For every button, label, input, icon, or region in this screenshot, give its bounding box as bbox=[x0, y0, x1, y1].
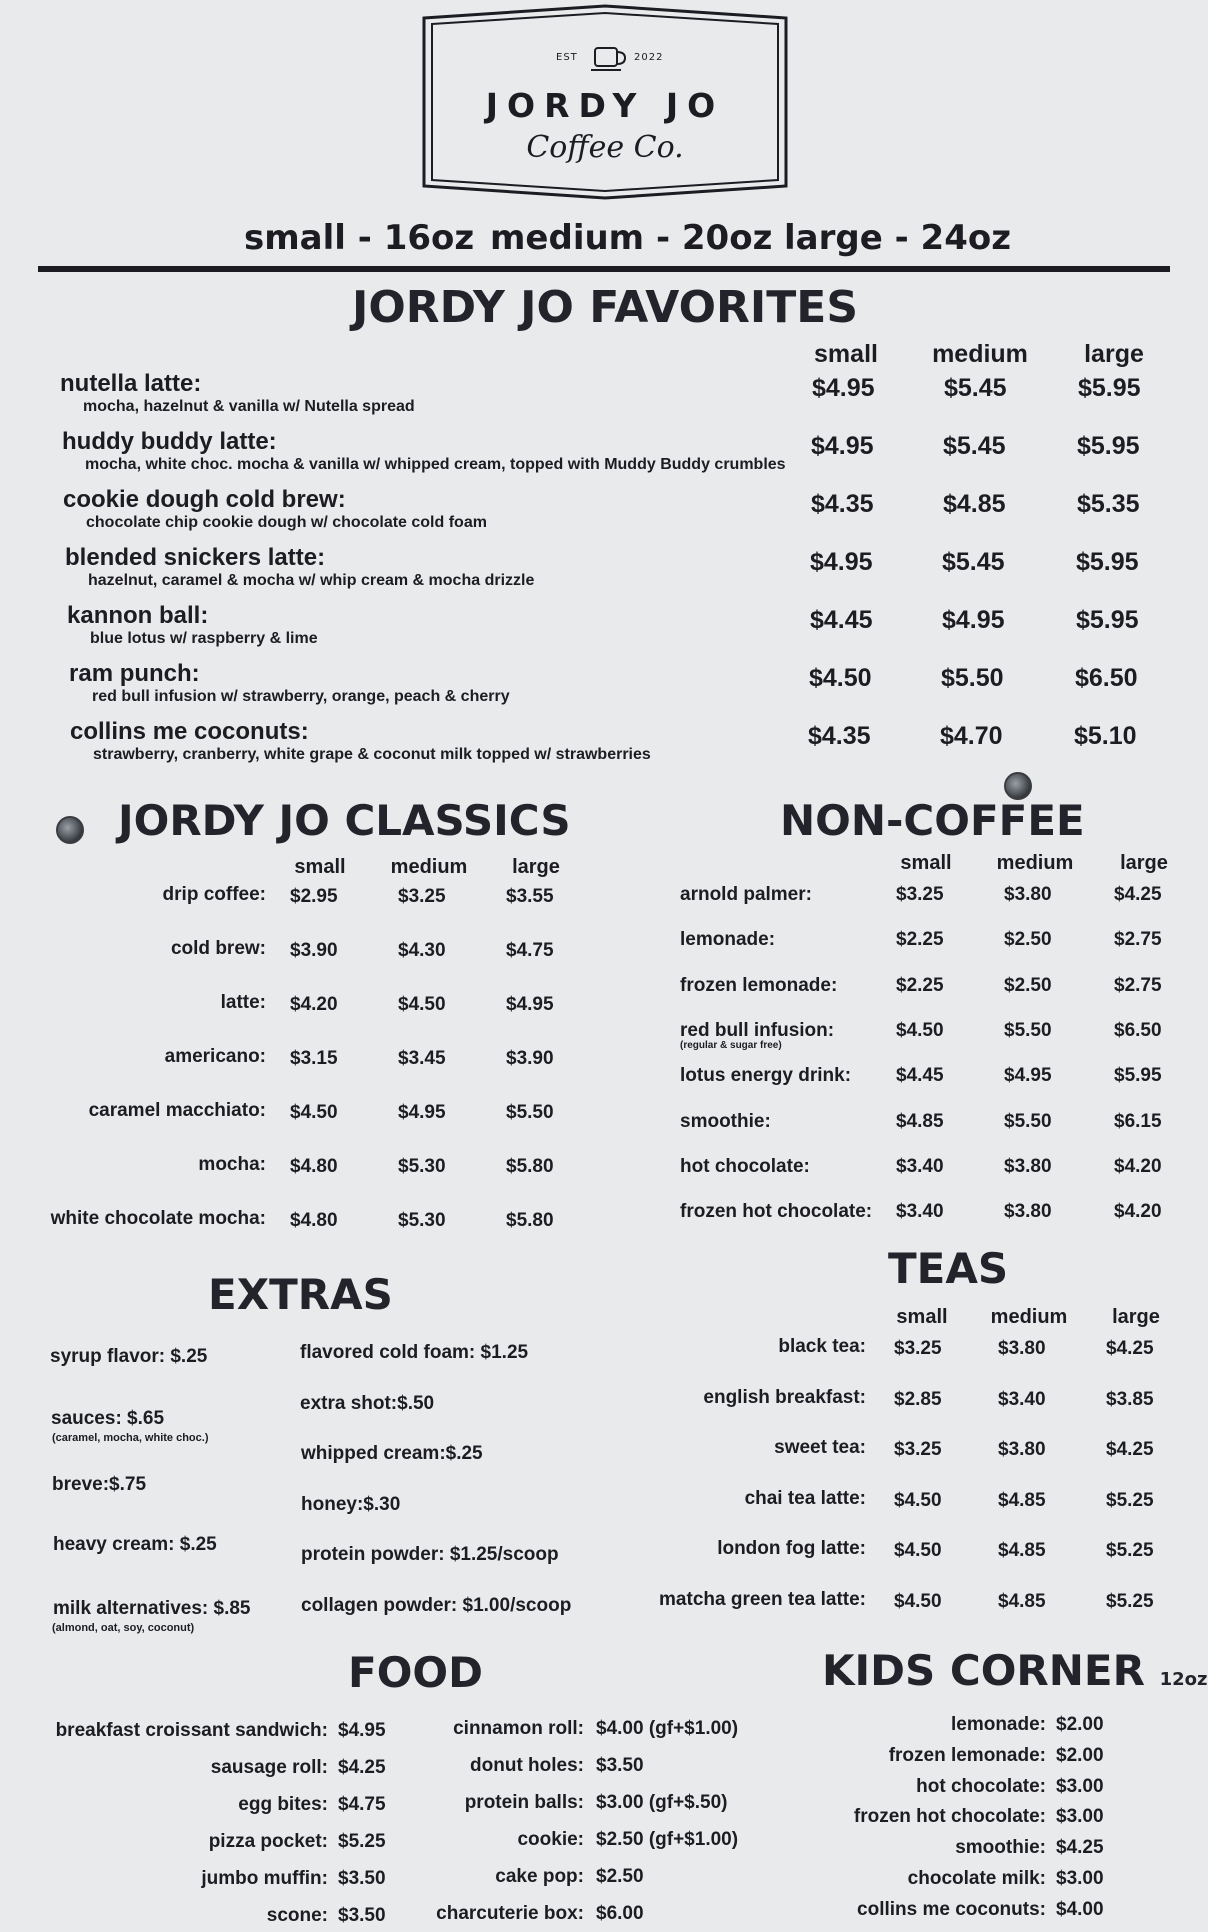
tea-item-price: $4.85 bbox=[998, 1591, 1046, 1612]
favorite-item-price: $4.95 bbox=[810, 548, 873, 576]
food-item-name: jumbo muffin: bbox=[201, 1868, 328, 1889]
favorite-item-name: blended snickers latte: bbox=[65, 544, 326, 571]
food-item-price: $4.00 (gf+$1.00) bbox=[596, 1718, 739, 1739]
classics-col-large: large bbox=[512, 856, 560, 878]
logo-year: 2022 bbox=[634, 52, 664, 63]
logo bbox=[420, 4, 790, 200]
food-item-name: donut holes: bbox=[470, 1755, 584, 1776]
extra-item: protein powder: $1.25/scoop bbox=[301, 1544, 559, 1566]
classic-item-name: latte: bbox=[220, 992, 266, 1013]
coffee-cup-icon bbox=[591, 48, 625, 70]
tea-item-price: $4.25 bbox=[1106, 1439, 1154, 1461]
food-item-price: $3.50 bbox=[596, 1755, 644, 1776]
tea-item-price: $4.50 bbox=[894, 1540, 942, 1562]
favorite-item-price: $4.95 bbox=[811, 432, 874, 460]
noncoffee-item-price: $5.95 bbox=[1114, 1065, 1162, 1087]
noncoffee-item-price: $2.75 bbox=[1114, 974, 1162, 996]
tea-item-name: sweet tea: bbox=[774, 1437, 866, 1459]
noncoffee-item-price: $2.25 bbox=[896, 929, 944, 951]
noncoffee-item-price: $2.50 bbox=[1004, 929, 1052, 951]
kids-size: 12oz bbox=[1159, 1669, 1208, 1690]
food-item-name: cinnamon roll: bbox=[453, 1718, 584, 1739]
food-title: FOOD bbox=[348, 1648, 483, 1697]
size-large: large - 24oz bbox=[784, 218, 1012, 258]
size-small: small - 16oz bbox=[244, 218, 475, 258]
favorite-item-price: $4.95 bbox=[942, 606, 1005, 634]
favorites-col-small: small bbox=[814, 340, 878, 368]
tea-item-price: $3.25 bbox=[894, 1439, 942, 1461]
tea-item-price: $4.85 bbox=[998, 1489, 1046, 1511]
noncoffee-item-price: $4.45 bbox=[896, 1065, 944, 1087]
classic-item-price: $5.30 bbox=[398, 1210, 446, 1231]
logo-subtitle: Coffee Co. bbox=[526, 130, 684, 165]
noncoffee-item-price: $2.75 bbox=[1114, 929, 1162, 951]
noncoffee-item-price: $3.25 bbox=[896, 884, 944, 905]
food-item-price: $2.50 bbox=[596, 1866, 644, 1887]
extra-item: sauces: $.65 bbox=[51, 1408, 165, 1429]
favorites-title: JORDY JO FAVORITES bbox=[351, 282, 859, 333]
classic-item-price: $2.95 bbox=[290, 886, 338, 907]
tea-item-price: $4.50 bbox=[894, 1489, 942, 1511]
noncoffee-item-price: $3.80 bbox=[1004, 1155, 1052, 1177]
noncoffee-item-price: $4.20 bbox=[1114, 1155, 1162, 1177]
extra-item: syrup flavor: $.25 bbox=[50, 1346, 208, 1367]
classic-item-price: $4.20 bbox=[290, 994, 338, 1015]
classic-item-price: $5.30 bbox=[398, 1156, 446, 1177]
noncoffee-item-name: red bull infusion: bbox=[680, 1019, 835, 1041]
kids-item-name: frozen lemonade: bbox=[888, 1744, 1046, 1766]
noncoffee-item-name: frozen lemonade: bbox=[680, 974, 838, 996]
tea-item-name: chai tea latte: bbox=[744, 1487, 866, 1509]
food-item-price: $6.00 bbox=[596, 1903, 644, 1924]
food-item-price: $2.50 (gf+$1.00) bbox=[596, 1829, 739, 1850]
noncoffee-col-large: large bbox=[1120, 852, 1168, 874]
extra-item: heavy cream: $.25 bbox=[53, 1534, 217, 1555]
kids-item-price: $2.00 bbox=[1056, 1744, 1104, 1766]
classic-item-price: $3.45 bbox=[398, 1048, 446, 1069]
kids-item-price: $4.25 bbox=[1056, 1837, 1104, 1859]
noncoffee-col-medium: medium bbox=[996, 852, 1074, 874]
food-item-name: sausage roll: bbox=[210, 1757, 328, 1778]
favorite-item-price: $5.45 bbox=[942, 548, 1005, 576]
favorite-item-name: nutella latte: bbox=[60, 370, 202, 397]
extra-item-note: (caramel, mocha, white choc.) bbox=[52, 1432, 209, 1444]
divider bbox=[38, 266, 1170, 272]
favorite-item-price: $5.10 bbox=[1074, 722, 1137, 750]
tea-item-price: $4.85 bbox=[998, 1540, 1046, 1562]
tea-item-name: english breakfast: bbox=[703, 1386, 866, 1408]
tea-item-name: london fog latte: bbox=[717, 1538, 866, 1560]
favorite-item-price: $5.95 bbox=[1076, 548, 1139, 576]
food-item-price: $3.50 bbox=[338, 1868, 386, 1889]
tea-item-name: matcha green tea latte: bbox=[659, 1589, 866, 1610]
extra-item: whipped cream:$.25 bbox=[301, 1443, 483, 1465]
classic-item-price: $4.95 bbox=[506, 994, 554, 1015]
teas-col-small: small bbox=[896, 1306, 948, 1328]
noncoffee-item-price: $6.15 bbox=[1114, 1110, 1162, 1132]
favorite-item-description: strawberry, cranberry, white grape & coconut milk topped w/ strawberries bbox=[93, 746, 651, 763]
noncoffee-col-small: small bbox=[900, 852, 952, 874]
tea-item-price: $4.50 bbox=[894, 1591, 942, 1612]
noncoffee-item-price: $4.20 bbox=[1114, 1201, 1162, 1223]
favorite-item-price: $4.35 bbox=[808, 722, 871, 750]
favorite-item-price: $5.95 bbox=[1077, 432, 1140, 460]
classic-item-price: $4.75 bbox=[506, 940, 554, 961]
noncoffee-item-price: $3.80 bbox=[1004, 884, 1052, 905]
classic-item-price: $3.90 bbox=[506, 1048, 554, 1069]
food-item-price: $4.95 bbox=[338, 1720, 386, 1741]
kids-title bbox=[822, 1646, 1208, 1695]
classic-item-name: caramel macchiato: bbox=[88, 1100, 266, 1121]
tea-item-price: $5.25 bbox=[1106, 1540, 1154, 1562]
noncoffee-item-name: hot chocolate: bbox=[680, 1155, 810, 1177]
kids-item-name: hot chocolate: bbox=[916, 1775, 1046, 1797]
noncoffee-item-price: $3.40 bbox=[896, 1155, 944, 1177]
classic-item-name: mocha: bbox=[198, 1154, 266, 1175]
food-item-name: cookie: bbox=[517, 1829, 584, 1850]
favorite-item-description: blue lotus w/ raspberry & lime bbox=[90, 630, 318, 647]
food-item-name: breakfast croissant sandwich: bbox=[55, 1720, 328, 1741]
tea-item-price: $3.80 bbox=[998, 1338, 1046, 1359]
favorite-item-price: $5.95 bbox=[1078, 374, 1141, 402]
favorite-item-name: cookie dough cold brew: bbox=[63, 486, 346, 513]
classics-col-medium: medium bbox=[390, 856, 468, 878]
noncoffee-item-name: lemonade: bbox=[680, 929, 776, 951]
extra-item: milk alternatives: $.85 bbox=[53, 1598, 251, 1619]
favorite-item-price: $4.85 bbox=[943, 490, 1006, 518]
food-item-name: protein balls: bbox=[464, 1792, 584, 1813]
noncoffee-item-price: $4.95 bbox=[1004, 1065, 1052, 1087]
extra-item: flavored cold foam: $1.25 bbox=[300, 1342, 529, 1363]
classic-item-price: $5.80 bbox=[506, 1210, 554, 1231]
noncoffee-item-price: $2.50 bbox=[1004, 974, 1052, 996]
classic-item-price: $3.15 bbox=[290, 1048, 338, 1069]
extra-item-note: (almond, oat, soy, coconut) bbox=[52, 1622, 195, 1634]
kids-item-name: lemonade: bbox=[950, 1714, 1046, 1735]
teas-col-large: large bbox=[1112, 1306, 1160, 1328]
food-item-name: cake pop: bbox=[495, 1866, 584, 1887]
favorite-item-price: $5.95 bbox=[1076, 606, 1139, 634]
favorite-item-name: ram punch: bbox=[69, 660, 200, 687]
kids-title-text: KIDS CORNER bbox=[822, 1646, 1145, 1695]
extra-item: collagen powder: $1.00/scoop bbox=[301, 1595, 572, 1616]
classic-item-name: white chocolate mocha: bbox=[50, 1208, 266, 1229]
favorite-item-price: $5.45 bbox=[944, 374, 1007, 402]
kids-item-price: $3.00 bbox=[1056, 1868, 1104, 1889]
tea-item-price: $2.85 bbox=[894, 1388, 942, 1410]
classic-item-price: $4.50 bbox=[398, 994, 446, 1015]
favorite-item-price: $5.35 bbox=[1077, 490, 1140, 518]
food-item-name: charcuterie box: bbox=[436, 1903, 584, 1924]
classic-item-price: $5.50 bbox=[506, 1102, 554, 1123]
tea-item-price: $3.80 bbox=[998, 1439, 1046, 1461]
pushpin-icon bbox=[56, 816, 84, 844]
logo-est-label: EST bbox=[556, 52, 578, 63]
food-item-name: pizza pocket: bbox=[208, 1831, 328, 1852]
classic-item-price: $4.50 bbox=[290, 1102, 338, 1123]
noncoffee-item-name: frozen hot chocolate: bbox=[680, 1201, 873, 1223]
kids-item-name: frozen hot chocolate: bbox=[853, 1806, 1046, 1828]
noncoffee-item-name: smoothie: bbox=[680, 1110, 771, 1132]
extra-item: breve:$.75 bbox=[52, 1474, 147, 1495]
noncoffee-item-price: $4.85 bbox=[896, 1110, 944, 1132]
noncoffee-item-price: $2.25 bbox=[896, 974, 944, 996]
food-item-name: scone: bbox=[266, 1905, 328, 1926]
kids-item-price: $3.00 bbox=[1056, 1806, 1104, 1828]
favorite-item-price: $4.70 bbox=[940, 722, 1003, 750]
classic-item-price: $4.30 bbox=[398, 940, 446, 961]
classics-col-small: small bbox=[294, 856, 346, 878]
noncoffee-item-price: $4.50 bbox=[896, 1019, 944, 1041]
favorite-item-price: $5.45 bbox=[943, 432, 1006, 460]
favorite-item-price: $4.50 bbox=[809, 664, 872, 692]
noncoffee-item-price: $5.50 bbox=[1004, 1019, 1052, 1041]
classic-item-price: $4.95 bbox=[398, 1102, 446, 1123]
favorite-item-name: collins me coconuts: bbox=[70, 718, 309, 745]
kids-item-price: $3.00 bbox=[1056, 1775, 1104, 1797]
favorite-item-description: hazelnut, caramel & mocha w/ whip cream & mocha drizzle bbox=[88, 572, 535, 589]
noncoffee-item-price: $3.80 bbox=[1004, 1201, 1052, 1223]
kids-item-name: smoothie: bbox=[955, 1837, 1046, 1859]
classic-item-price: $3.25 bbox=[398, 886, 446, 907]
tea-item-price: $3.25 bbox=[894, 1338, 942, 1359]
extra-item: extra shot:$.50 bbox=[300, 1392, 435, 1414]
extra-item: honey:$.30 bbox=[301, 1493, 401, 1515]
food-item-price: $3.50 bbox=[338, 1905, 386, 1926]
favorite-item-price: $4.95 bbox=[812, 374, 875, 402]
noncoffee-item-price: $3.40 bbox=[896, 1201, 944, 1223]
favorite-item-price: $4.45 bbox=[810, 606, 873, 634]
teas-col-medium: medium bbox=[990, 1306, 1068, 1328]
favorite-item-description: mocha, hazelnut & vanilla w/ Nutella spread bbox=[83, 398, 415, 415]
tea-item-price: $4.25 bbox=[1106, 1338, 1154, 1359]
food-item-price: $4.75 bbox=[338, 1794, 386, 1815]
favorite-item-description: chocolate chip cookie dough w/ chocolate cold foam bbox=[86, 514, 487, 531]
favorite-item-price: $6.50 bbox=[1075, 664, 1138, 692]
favorite-item-description: red bull infusion w/ strawberry, orange, peach & cherry bbox=[92, 688, 510, 705]
kids-item-name: collins me coconuts: bbox=[857, 1898, 1046, 1920]
classic-item-price: $4.80 bbox=[290, 1210, 338, 1231]
tea-item-price: $5.25 bbox=[1106, 1489, 1154, 1511]
tea-item-price: $3.85 bbox=[1106, 1388, 1154, 1410]
logo-name: JORDY JO bbox=[485, 86, 725, 125]
classic-item-price: $4.80 bbox=[290, 1156, 338, 1177]
food-item-price: $5.25 bbox=[338, 1831, 386, 1852]
classic-item-name: americano: bbox=[164, 1046, 266, 1067]
classic-item-name: cold brew: bbox=[170, 938, 266, 959]
favorite-item-price: $4.35 bbox=[811, 490, 874, 518]
teas-title: TEAS bbox=[888, 1244, 1009, 1293]
kids-item-price: $4.00 bbox=[1056, 1898, 1104, 1920]
classic-item-price: $3.90 bbox=[290, 940, 338, 961]
classic-item-price: $3.55 bbox=[506, 886, 554, 907]
classic-item-price: $5.80 bbox=[506, 1156, 554, 1177]
food-item-name: egg bites: bbox=[238, 1794, 328, 1815]
tea-item-name: black tea: bbox=[778, 1336, 866, 1357]
noncoffee-item-name: lotus energy drink: bbox=[680, 1065, 852, 1087]
classic-item-name: drip coffee: bbox=[162, 884, 266, 905]
food-item-price: $4.25 bbox=[338, 1757, 386, 1778]
favorite-item-name: huddy buddy latte: bbox=[62, 428, 277, 455]
noncoffee-item-price: $4.25 bbox=[1114, 884, 1162, 905]
noncoffee-item-name: arnold palmer: bbox=[680, 884, 812, 905]
favorite-item-description: mocha, white choc. mocha & vanilla w/ whipped cream, topped with Muddy Buddy crumbles bbox=[85, 456, 786, 473]
favorite-item-price: $5.50 bbox=[941, 664, 1004, 692]
size-medium: medium - 20oz bbox=[490, 218, 773, 258]
tea-item-price: $3.40 bbox=[998, 1388, 1046, 1410]
favorite-item-name: kannon ball: bbox=[67, 602, 209, 629]
extras-title: EXTRAS bbox=[208, 1270, 393, 1319]
favorites-col-medium: medium bbox=[932, 340, 1028, 368]
noncoffee-item-price: $5.50 bbox=[1004, 1110, 1052, 1132]
kids-item-name: chocolate milk: bbox=[907, 1868, 1046, 1889]
food-item-price: $3.00 (gf+$.50) bbox=[596, 1792, 728, 1813]
noncoffee-item-note: (regular & sugar free) bbox=[680, 1039, 782, 1051]
classics-title: JORDY JO CLASSICS bbox=[118, 796, 571, 845]
tea-item-price: $5.25 bbox=[1106, 1591, 1154, 1612]
noncoffee-title: NON-COFFEE bbox=[780, 796, 1085, 845]
kids-item-price: $2.00 bbox=[1056, 1714, 1104, 1735]
favorites-col-large: large bbox=[1084, 340, 1144, 368]
noncoffee-item-price: $6.50 bbox=[1114, 1019, 1162, 1041]
